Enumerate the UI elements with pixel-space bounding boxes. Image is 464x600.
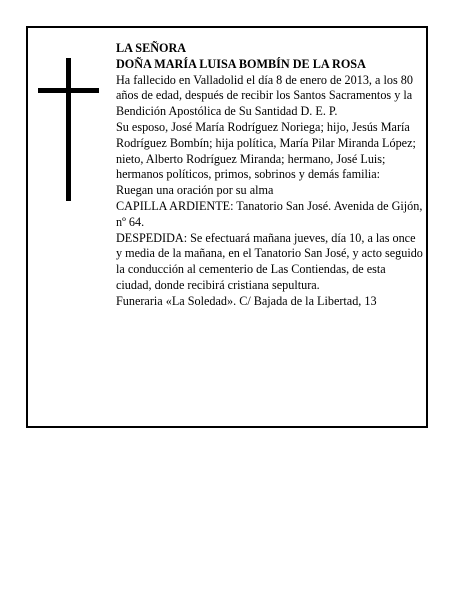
death-notice: Ha fallecido en Valladolid el día 8 de enero de 2013, a los 80 años de edad, después de recibir los Santos Sacramentos y la Bendición Apostólica de Su Santidad D. E. P. xyxy=(116,72,413,119)
chapel-info: CAPILLA ARDIENTE: Tanatorio San José. Avenida de Gijón, nº 64. xyxy=(116,198,423,229)
funeral-home: Funeraria «La Soledad». C/ Bajada de la Libertad, 13 xyxy=(116,293,377,308)
cross-vertical-bar xyxy=(66,58,71,201)
family-list: Su esposo, José María Rodríguez Noriega; hijo, Jesús María Rodríguez Bombín; hija política, María Pilar Miranda López; nieto, Alberto Rodríguez Miranda; hermano, José Luis; hermanos políticos, primos, sobrinos y demás familia: xyxy=(116,119,416,182)
cross-horizontal-bar xyxy=(38,88,99,93)
farewell-info: DESPEDIDA: Se efectuará mañana jueves, día 10, a las once y media de la mañana, en el Tanatorio San José, y acto seguido la conducción al cementerio de Las Contiendas, de esta ciudad, donde recibirá cristiana sepultura. xyxy=(116,230,423,292)
obituary-text xyxy=(116,41,424,310)
prayer-request: Ruegan una oración por su alma xyxy=(116,183,274,198)
deceased-name: DOÑA MARÍA LUISA BOMBÍN DE LA ROSA xyxy=(116,56,366,71)
obituary-frame xyxy=(26,26,428,428)
obituary-heading: LA SEÑORA xyxy=(116,41,187,55)
